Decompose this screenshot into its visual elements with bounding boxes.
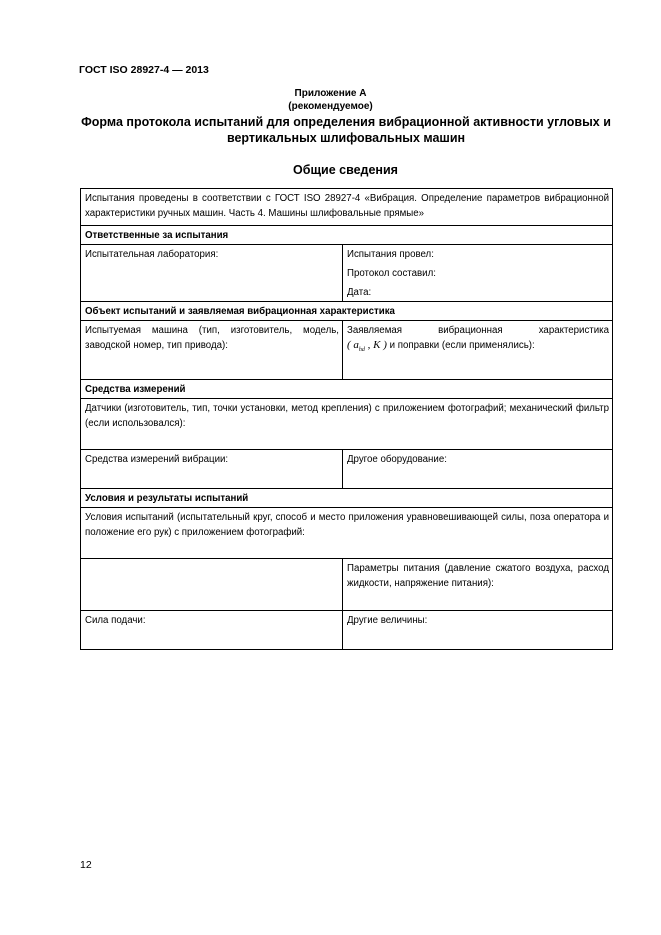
instruments-heading: Средства измерений	[81, 380, 613, 399]
declared-suffix: и поправки (если применялись):	[389, 340, 535, 351]
feed-row	[81, 611, 613, 650]
test-object-row	[81, 321, 613, 380]
responsible-row	[81, 245, 613, 302]
intro-cell: Испытания проведены в соответствии с ГОСТ ISO 28927-4 «Вибрация. Определение параметров вибрационной характеристики ручных машин. Часть 4. Машины шлифовальные прямые»	[81, 189, 613, 226]
conditions-heading-row	[81, 489, 613, 508]
conditions-row	[81, 508, 613, 559]
tested-by-field[interactable]: Испытания провел:	[347, 249, 434, 260]
declared-formula	[347, 339, 387, 354]
power-row	[81, 559, 613, 611]
date-field[interactable]: Дата:	[347, 287, 372, 298]
feed-force-field[interactable]: Сила подачи:	[81, 611, 343, 650]
sensors-row	[81, 399, 613, 450]
formula-open: (	[347, 339, 351, 351]
declared-value-field[interactable]	[343, 321, 613, 380]
formula-sub: hd	[358, 347, 365, 354]
page-number: 12	[80, 859, 92, 871]
conditions-field[interactable]: Условия испытаний (испытательный круг, способ и место приложения уравновешивающей силы, поза оператора и положение его рук) с приложением фотографий:	[81, 508, 613, 559]
formula-k: , K	[367, 339, 381, 351]
intro-row	[81, 189, 613, 226]
annex-title: Форма протокола испытаний для определения вибрационной активности угловых и вертикальных шлифовальных машин	[81, 115, 611, 145]
power-parameters-field[interactable]: Параметры питания (давление сжатого воздуха, расход жидкости, напряжение питания):	[343, 559, 613, 611]
standard-header: ГОСТ ISO 28927-4 — 2013	[79, 64, 209, 76]
responsible-heading-row	[81, 226, 613, 245]
declared-prefix: Заявляемая вибрационная характеристика	[347, 325, 609, 336]
test-object-heading-row	[81, 302, 613, 321]
laboratory-field[interactable]: Испытательная лаборатория:	[81, 245, 343, 302]
machine-field[interactable]: Испытуемая машина (тип, изготовитель, модель, заводской номер, тип привода):	[81, 321, 343, 380]
vibration-instruments-field[interactable]: Средства измерений вибрации:	[81, 450, 343, 489]
conditions-heading: Условия и результаты испытаний	[81, 489, 613, 508]
protocol-by-field[interactable]: Протокол составил:	[347, 268, 436, 279]
formula-close: )	[383, 339, 387, 351]
empty-cell[interactable]	[81, 559, 343, 611]
other-equipment-field[interactable]: Другое оборудование:	[343, 450, 613, 489]
annex-status: (рекомендуемое)	[288, 101, 373, 112]
responsible-persons-cell	[343, 245, 613, 302]
test-object-heading: Объект испытаний и заявляемая вибрационная характеристика	[81, 302, 613, 321]
instruments-row	[81, 450, 613, 489]
sensors-field[interactable]: Датчики (изготовитель, тип, точки установки, метод крепления) с приложением фотографий; механический фильтр (если использовался):	[81, 399, 613, 450]
annex-label: Приложение А	[294, 88, 367, 99]
instruments-heading-row	[81, 380, 613, 399]
test-protocol-form	[80, 188, 613, 650]
responsible-heading: Ответственные за испытания	[81, 226, 613, 245]
formula-a: a	[353, 339, 359, 351]
section-title: Общие сведения	[293, 163, 398, 177]
other-values-field[interactable]: Другие величины:	[343, 611, 613, 650]
